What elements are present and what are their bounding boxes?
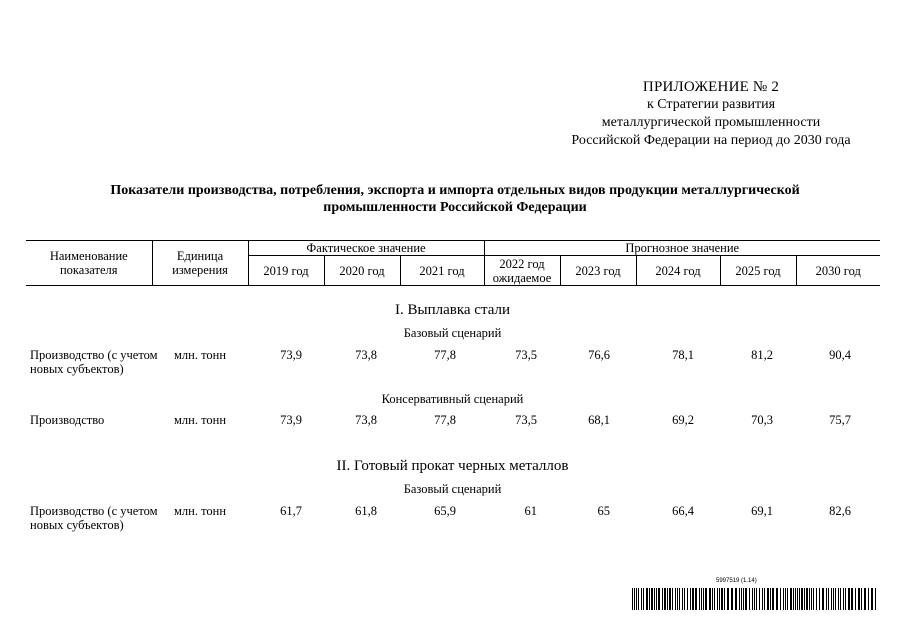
- barcode-bar: [787, 588, 788, 610]
- cell-value: 70,3: [751, 413, 773, 427]
- barcode-bar: [745, 588, 747, 610]
- barcode-bar: [767, 588, 769, 610]
- cell-value: 65,9: [434, 504, 456, 518]
- barcode-bar: [843, 588, 844, 610]
- cell-value: 77,8: [434, 348, 456, 362]
- header-year: 2020 год: [324, 256, 400, 286]
- barcode-bar: [646, 588, 648, 610]
- barcode-bar: [754, 588, 755, 610]
- cell-value: 73,5: [515, 413, 537, 427]
- row-unit: млн. тонн: [174, 504, 227, 518]
- barcode-bar: [677, 588, 678, 610]
- cell-value: 73,8: [355, 413, 377, 427]
- barcode-number: 5997519 (1.14): [716, 578, 757, 584]
- barcode-bar: [804, 588, 805, 610]
- appendix-line: Российской Федерации на период до 2030 года: [571, 133, 851, 148]
- cell-value: 81,2: [751, 348, 773, 362]
- barcode-bar: [871, 588, 873, 610]
- barcode-bar: [756, 588, 757, 610]
- cell-value: 69,1: [751, 504, 773, 518]
- barcode-bar: [764, 588, 765, 610]
- header-year: 2019 год: [248, 256, 324, 286]
- barcode-bar: [855, 588, 856, 610]
- header-year: 2024 год: [636, 256, 720, 286]
- barcode-bar: [727, 588, 729, 610]
- barcode-bar: [811, 588, 812, 610]
- barcode-bar: [851, 588, 853, 610]
- row-name: Производство (с учетом новых субъектов): [30, 504, 158, 532]
- barcode-bar: [654, 588, 655, 610]
- barcode-bar: [833, 588, 834, 610]
- barcode-bar: [643, 588, 644, 610]
- appendix-block: [551, 78, 871, 150]
- barcode-bar: [667, 588, 668, 610]
- barcode-bar: [717, 588, 718, 610]
- barcode-bar: [797, 588, 798, 610]
- cell-value: 75,7: [829, 413, 851, 427]
- barcode-bar: [749, 588, 750, 610]
- cell-value: 61: [524, 504, 537, 518]
- header-year: 2025 год: [720, 256, 796, 286]
- barcode-bar: [868, 588, 869, 610]
- cell-value: 90,4: [829, 348, 851, 362]
- barcode-bar: [679, 588, 680, 610]
- barcode: [632, 588, 880, 610]
- cell-value: 73,5: [515, 348, 537, 362]
- barcode-bar: [692, 588, 694, 610]
- barcode-bar: [658, 588, 660, 610]
- barcode-bar: [664, 588, 666, 610]
- barcode-bar: [776, 588, 778, 610]
- barcode-bar: [858, 588, 860, 610]
- header-forecast-group: Прогнозное значение: [484, 241, 880, 256]
- header-name: Наименование показателя: [26, 241, 152, 286]
- header-year: 2030 год: [796, 256, 880, 286]
- barcode-bar: [806, 588, 808, 610]
- barcode-bar: [762, 588, 763, 610]
- cell-value: 73,8: [355, 348, 377, 362]
- barcode-bar: [634, 588, 635, 610]
- barcode-bar: [712, 588, 713, 610]
- barcode-bar: [828, 588, 829, 610]
- barcode-bar: [690, 588, 691, 610]
- barcode-bar: [840, 588, 841, 610]
- barcode-bar: [809, 588, 810, 610]
- barcode-bar: [721, 588, 723, 610]
- barcode-bar: [719, 588, 720, 610]
- barcode-bar: [785, 588, 786, 610]
- barcode-bar: [724, 588, 725, 610]
- scenario-label: Консервативный сценарий: [381, 392, 524, 406]
- barcode-bar: [759, 588, 760, 610]
- barcode-bar: [752, 588, 753, 610]
- barcode-bar: [790, 588, 792, 610]
- barcode-bar: [651, 588, 653, 610]
- barcode-bar: [848, 588, 850, 610]
- section-title: I. Выплавка стали: [395, 302, 510, 318]
- barcode-bar: [835, 588, 836, 610]
- barcode-bar: [701, 588, 702, 610]
- barcode-bar: [783, 588, 784, 610]
- barcode-bar: [672, 588, 673, 610]
- barcode-bar: [741, 588, 742, 610]
- row-name: Производство (с учетом новых субъектов): [30, 348, 158, 376]
- barcode-bar: [864, 588, 866, 610]
- barcode-bar: [875, 588, 876, 610]
- barcode-bar: [772, 588, 774, 610]
- cell-value: 66,4: [672, 504, 694, 518]
- header-year: 2023 год: [560, 256, 636, 286]
- scenario-label: Базовый сценарий: [403, 482, 502, 496]
- barcode-bar: [695, 588, 697, 610]
- barcode-bar: [799, 588, 800, 610]
- cell-value: 77,8: [434, 413, 456, 427]
- table-header: [26, 240, 880, 286]
- barcode-bar: [801, 588, 803, 610]
- barcode-bar: [743, 588, 744, 610]
- barcode-bar: [739, 588, 740, 610]
- barcode-bar: [831, 588, 832, 610]
- appendix-number: ПРИЛОЖЕНИЕ № 2: [642, 79, 780, 95]
- row-name: Производство: [30, 413, 105, 427]
- barcode-bar: [819, 588, 820, 610]
- barcode-bar: [795, 588, 796, 610]
- barcode-bar: [822, 588, 824, 610]
- cell-value: 76,6: [588, 348, 610, 362]
- barcode-bar: [714, 588, 715, 610]
- barcode-bar: [684, 588, 685, 610]
- header-year: 2021 год: [400, 256, 484, 286]
- cell-value: 82,6: [829, 504, 851, 518]
- barcode-bar: [703, 588, 704, 610]
- cell-value: 65: [597, 504, 610, 518]
- barcode-bar: [816, 588, 817, 610]
- barcode-bar: [649, 588, 650, 610]
- barcode-bar: [699, 588, 700, 610]
- cell-value: 61,8: [355, 504, 377, 518]
- cell-value: 61,7: [280, 504, 302, 518]
- barcode-bar: [641, 588, 642, 610]
- barcode-bar: [687, 588, 688, 610]
- barcode-bar: [709, 588, 711, 610]
- cell-value: 73,9: [280, 348, 302, 362]
- row-unit: млн. тонн: [174, 413, 227, 427]
- barcode-bar: [770, 588, 771, 610]
- cell-value: 78,1: [672, 348, 694, 362]
- document-title: [60, 182, 850, 216]
- barcode-bar: [638, 588, 639, 610]
- barcode-bar: [780, 588, 781, 610]
- section-title: II. Готовый прокат черных металлов: [336, 458, 569, 474]
- cell-value: 69,2: [672, 413, 694, 427]
- barcode-bar: [636, 588, 637, 610]
- barcode-bar: [861, 588, 862, 610]
- barcode-bar: [682, 588, 683, 610]
- scenario-label: Базовый сценарий: [403, 326, 502, 340]
- header-actual-group: Фактическое значение: [248, 241, 484, 256]
- cell-value: 73,9: [280, 413, 302, 427]
- barcode-bar: [793, 588, 794, 610]
- barcode-bar: [735, 588, 737, 610]
- barcode-bar: [632, 588, 633, 610]
- barcode-bar: [845, 588, 846, 610]
- barcode-bar: [675, 588, 676, 610]
- barcode-bar: [669, 588, 671, 610]
- title-line: промышленности Российской Федерации: [323, 200, 587, 215]
- barcode-bar: [838, 588, 839, 610]
- barcode-bar: [731, 588, 733, 610]
- barcode-bar: [705, 588, 707, 610]
- barcode-bar: [813, 588, 814, 610]
- header-year: 2022 год ожидаемое: [484, 256, 560, 286]
- header-unit: Единица измерения: [152, 241, 248, 286]
- barcode-bar: [826, 588, 827, 610]
- barcode-bar: [662, 588, 663, 610]
- barcode-bar: [656, 588, 657, 610]
- row-unit: млн. тонн: [174, 348, 227, 362]
- title-line: Показатели производства, потребления, экспорта и импорта отдельных видов продукции металлургической: [110, 183, 800, 198]
- cell-value: 68,1: [588, 413, 610, 427]
- appendix-line: к Стратегии развития: [646, 97, 776, 112]
- appendix-line: металлургической промышленности: [601, 115, 821, 130]
